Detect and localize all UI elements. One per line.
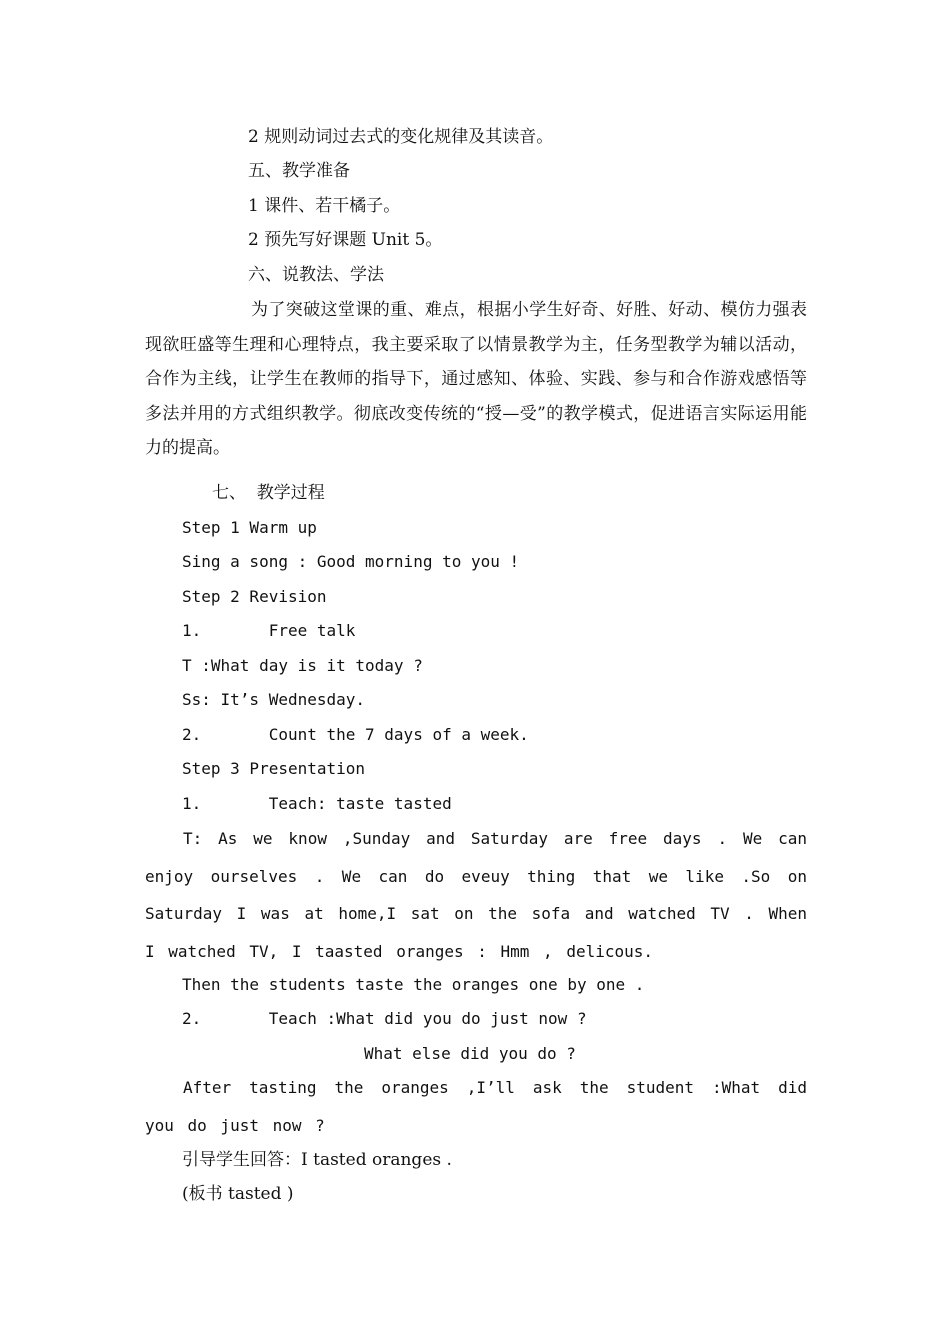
list-item: 1 课件、若干橘子。 [248,196,401,216]
paragraph-question: After tasting the oranges ,I’ll ask the student :What did you do just now ? [145,1078,807,1135]
section-heading: 七、 教学过程 [212,483,325,503]
text-line: 引导学生回答：I tasted oranges . [182,1150,452,1170]
section-heading: 六、说教法、学法 [248,265,384,285]
step-heading: Step 1 Warm up [182,518,317,537]
text-line: What else did you do ? [364,1044,576,1063]
section-heading: 五、教学准备 [248,161,350,181]
list-item: 1. Teach: taste tasted [182,794,452,813]
step-heading: Step 3 Presentation [182,759,366,778]
paragraph-dialogue: T: As we know ,Sunday and Saturday are free days . We can enjoy ourselves . We can do eveuy thing that we like .So on Saturday I was at home,I sat on the sofa and watched TV . When I watched TV, I taasted oranges : Hmm , delicous. [145,829,807,961]
dialogue-line: T :What day is it today ? [182,656,423,675]
dialogue-line: Ss: It’s Wednesday. [182,690,366,709]
blackboard-note: (板书 tasted ) [182,1184,294,1204]
text-line: Sing a song : Good morning to you ! [182,552,520,571]
list-item: 2. Count the 7 days of a week. [182,725,529,744]
list-item: 2 预先写好课题 Unit 5。 [248,230,443,250]
list-item: 2. Teach :What did you do just now ? [182,1009,587,1028]
step-heading: Step 2 Revision [182,587,327,606]
text-line: Then the students taste the oranges one by one . [182,975,645,994]
list-item: 1. Free talk [182,621,356,640]
list-item: 2 规则动词过去式的变化规律及其读音。 [248,127,554,147]
paragraph-methods: 为了突破这堂课的重、难点，根据小学生好奇、好胜、好动、模仿力强表现欲旺盛等生理和心理特点，我主要采取了以情景教学为主，任务型教学为辅以活动，合作为主线，让学生在教师的指导下，通过感知、体验、实践、参与和合作游戏感悟等多法并用的方式组织教学。彻底改变传统的“授—受”的教学模式，促进语言实际运用能力的提高。 [145,300,807,458]
